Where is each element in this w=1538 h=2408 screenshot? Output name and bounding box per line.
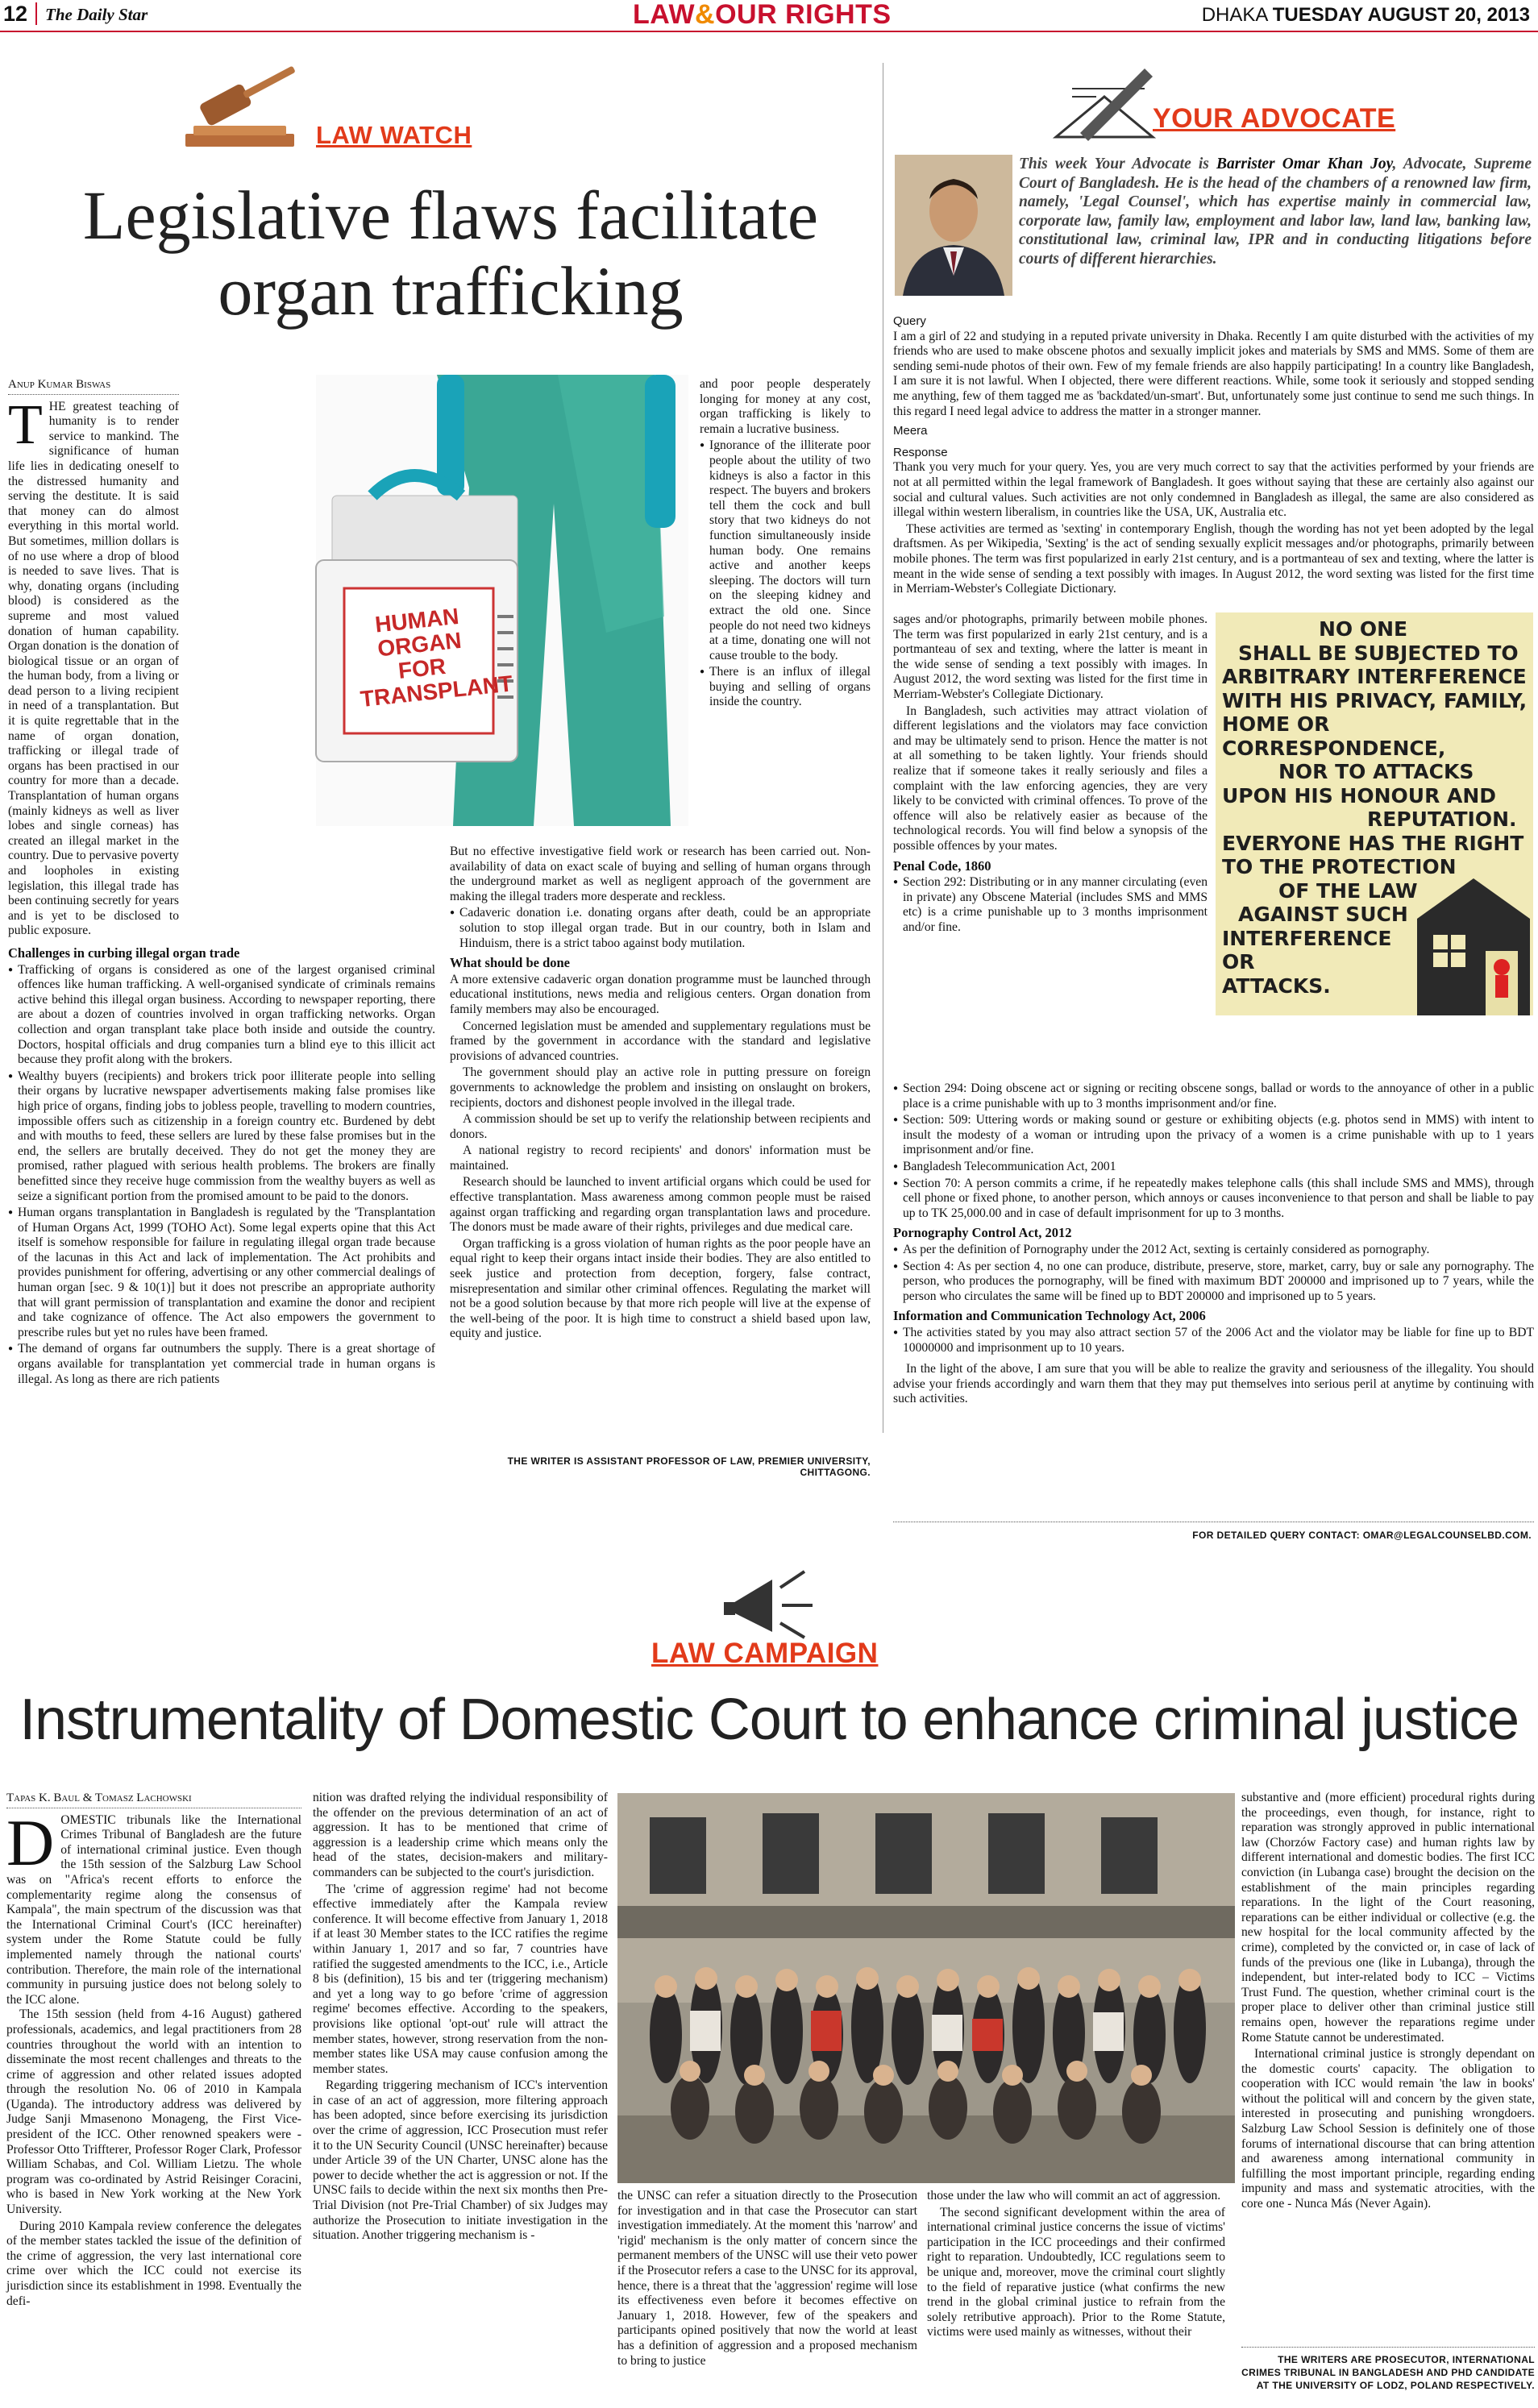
- section-title-law: LAW: [633, 0, 696, 30]
- todo-paragraph: Organ trafficking is a gross violation of human rights as the poor people have an equal right to keep their organs intact inside their bodies. They are also entitled to seek justice and protection from deception, forgery, false contract, misrepresentation and similar other criminal offences. Regulating the market will not be a good solution because by that more rich people will live at the expense of the well-being of the poor. It is high time to construct a shield based upon law, equity and justice.: [450, 1236, 871, 1341]
- poster-line: INTERFERENCE: [1222, 926, 1392, 950]
- law-watch-credit: THE WRITER IS ASSISTANT PROFESSOR OF LAW, PREMIER UNIVERSITY, CHITTAGONG.: [507, 1455, 871, 1478]
- campaign-column-4: [927, 2189, 1225, 2403]
- law-campaign-headline: Instrumentality of Domestic Court to enhance criminal justice: [19, 1688, 1519, 1752]
- challenge-item: ● Trafficking of organs is considered as one of the largest organised criminal offences like human trafficking. A well-organised syndicate of criminals remains active behind this illegal organ business. According to newspaper reporting, there are about a dozen of countries involved in organ trafficking networks. Organ collection and organ transplant take place both inside and outside the country. Doctors, hospital officials and drug companies turn a blind eye to this illicit act because they profit along with the brokers.: [8, 963, 435, 1068]
- campaign-col4-p1: those under the law who will commit an act of aggression.: [927, 2189, 1221, 2202]
- poster-text: [1222, 617, 1528, 998]
- challenge-item: ● Wealthy buyers (recipients) and brokers trick poor illiterate people into selling their organs by lucrative newspaper advertisements making false promises like high price of organs, finding jobs to jobless people, travelling to modern countries, impossible offers such as citizenship in a foreign country etc. Burdened by debt and with mouths to feed, these sellers are lured by these false promises but in the end, the sellers are brutally deceived. They do not get the money they are promised, rather plagued with serious health problems. The brokers are finally benefitted since they receive huge commission from the wealthy buyers as well as seize a significant portion from the promised amount to be paid to the donors.: [8, 1069, 435, 1204]
- intro-lead: This week Your Advocate is: [1019, 156, 1217, 172]
- closing-paragraph: In the light of the above, I am sure that you will be able to realize the gravity and seriousness of the illegality. You should advise your friends accordingly and warn them that they may put themselves into serious peril at anytime by continuing with such activities.: [893, 1362, 1534, 1406]
- col3-cont: But no effective investigative field work or research has been carried out. Non-availability of data on exact scale of buying and selling of human organs through the underground market as well as negligent approach of the government are making the illegal traders more desperate and reckless.: [450, 845, 871, 903]
- poster-line: NOR TO ATTACKS: [1278, 760, 1474, 783]
- response-paragraph-2: These activities are termed as 'sexting' in contemporary English, though the wording has not yet been adopted by the legal draftsmen. As per Wikipedia, 'Sexting' is the act of sending sexually explicit messages and/or photographs, primarily between mobile phones. The term was first popularized in early 21st century, and is a portmanteau of sex and texting, where the latter is meant in the wide sense of sending a text possibly with images. In August 2012, the word sexting was listed for the first time in Merriam-Webster's Collegiate Dictionary.: [893, 521, 1534, 596]
- telecom-item: ● Section 70: A person commits a crime, if he repeatedly makes telephone calls (this shall include SMS and MMS), through cell phone or fixed phone, to another person, which annoys or causes inconvenience to that person and shall be liable to pay up to TK 25,000.00 and in case of default imprisonment for up to 3 months.: [893, 1177, 1534, 1222]
- poster-line: HOME OR CORRESPONDENCE,: [1222, 712, 1446, 760]
- pornography-item: ● Section 4: As per section 4, no one can produce, distribute, preserve, store, market, carry, buy or sale any pornography. The person, who produces the pornography, will be fined with maximum BDT 200000 and imprisoned up to 7 years, while the person who circulates the same will be fined up to BDT 200000 and imprisoned up to 5 years.: [893, 1260, 1534, 1305]
- todo-paragraph: Research should be launched to invent artificial organs which could be used for effective transplantation. Mass awareness among common people must be raised against organ trafficking and regarding organ transplantation laws and procedure. The donors must be made aware of their rights, privileges and due medical care.: [450, 1175, 871, 1235]
- advocate-intro: [1019, 155, 1532, 268]
- law-watch-byline: Anup Kumar Biswas: [8, 377, 179, 395]
- query-label: Query: [893, 314, 926, 328]
- col3-bullet-b: ● Cadaveric donation i.e. donating organs after death, could be an appropriate solution to stop illegal organ trade. But in our country, both in Islam and Hinduism, there is a strict taboo against body mutilation.: [450, 906, 871, 951]
- law-campaign-kicker: LAW CAMPAIGN: [651, 1638, 879, 1669]
- campaign-col2-p2: The 'crime of aggression regime' had not become effective immediately after the Kampala review conference. It will become effective from January 1, 2018 if at least 30 Member states to the ICC ratifies the regime within January 1, 2017 and so far, 7 countries have ratified the suggested amendments to the ICC, i.e., Article 8 bis (definition), 15 bis and ter (triggering mechanism) and yet a long way to go before 'crime of aggression regime' becomes effective. According to the speakers, provisions like optional 'opt-out' rule will attract the member states, however, strong reservation from the non-member states like USA may cause confusion among the member states.: [313, 1882, 608, 2076]
- poster-line: TO THE PROTECTION: [1222, 855, 1457, 878]
- poster-line: OR: [1222, 950, 1255, 974]
- privacy-rights-poster: [1216, 612, 1533, 1015]
- response-label: Response: [893, 445, 948, 459]
- campaign-col1-first: OMESTIC tribunals like the International Crimes Tribunal of Bangladesh are the future of international criminal justice. Even though the 15th session of the Salzburg Law School was on "Africa's recent efforts to enforce the complementarity regime along the consensus of Kampala", the main spectrum of the discussion was that the International Criminal Court's (ICC hereinafter) system under the Rome Statute could be fully implemented namely through the national courts' contribution. Therefore, the main role of the international community in pursuing justice does not belong solely to the ICC alone.: [6, 1812, 301, 2007]
- section-title: [633, 0, 892, 31]
- campaign-col1-p2: The 15th session (held from 4-16 August) gathered professionals, academics, and legal practitioners from 28 countries throughout the world with an intention to disseminate the most recent challenges and threats to the crime of aggression and other related issues adopted through the resolution No. 06 of 2010 in Kampala (Uganda). The introductory address was delivered by Judge Sanji Mmasenono Monageng, the First Vice-president of the ICC. Other renowned speakers were - Professor Otto Triffterer, Professor Roger Clark, Professor William Schabas, and Col. William Lietzu. The whole program was co-ordinated by Astrid Reisinger Coracini, who is based in New York working at the New York University.: [6, 2007, 301, 2217]
- campaign-col2-p1: nition was drafted relying the individual responsibility of the offender on the previous determination of an act of aggression. It has to be mentioned that crime of aggression is a leadership crime which means only the head of the states, decision-makers and military-commanders can be subjected to the court's jurisdiction.: [313, 1791, 608, 1879]
- campaign-col2-p3: Regarding triggering mechanism of ICC's intervention in case of an act of aggression, more filtering approach has been adopted, since before exercising its jurisdiction over the crime of aggression, ICC Prosecution must refer it to the UN Security Council (UNSC hereinafter) because under Article 39 of the UN Charter, UNSC alone has the power to decide whether the act is aggression or not. If the UNSC fails to decide within the next six months then Pre-Trial Division (not Pre-Trial Chamber) of six Judges may authorize the Prosecution to initiate investigation in the situation. Another triggering mechanism is -: [313, 2078, 608, 2243]
- poster-line: EVERYONE HAS THE RIGHT: [1222, 831, 1524, 855]
- todo-paragraph: Concerned legislation must be amended and supplementary regulations must be framed by the government in accordance with the standard and legislative provisions of advanced countries.: [450, 1019, 871, 1063]
- law-watch-body-right: [450, 845, 871, 1449]
- headline-line-1: Legislative flaws facilitate: [82, 176, 819, 254]
- campaign-column-1: [6, 1791, 301, 2403]
- poster-line: NO ONE: [1319, 617, 1408, 641]
- section-title-rights: OUR RIGHTS: [715, 0, 892, 30]
- law-watch-headline: [11, 177, 890, 329]
- salzburg-group-photo: [617, 1793, 1235, 2183]
- megaphone-icon: [716, 1563, 821, 1644]
- advocate-name: Barrister Omar Khan Joy: [1216, 156, 1393, 172]
- challenge-item: ● Human organs transplantation in Bangladesh is regulated by the 'Transplantation of Human Organs Act, 1999 (TOHO Act). Some legal experts opine that this Act itself is somehow responsible for failure in regulating illegal organ trade because of the lacunas in this Act and lack of implementation. The Act prohibits and provides punishment for offering, advertising or any other commercial dealings of human organ [sec. 9 & 10(1)] but it does not prescribe an appropriate authority that will grant permission of transplantation and examine the donor and recipient and take cognizance of offence. The Act also empowers the government to prescribe rules but yet no rules have been framed.: [8, 1206, 435, 1340]
- pornography-item: ● As per the definition of Pornography under the 2012 Act, sexting is certainly considered as pornography.: [893, 1243, 1534, 1258]
- todo-paragraph: A more extensive cadaveric organ donation programme must be launched through educational institutions, news media and religious centers. Organ donation from family members may also be encouraged.: [450, 972, 871, 1016]
- law-watch-drop-cap: T: [8, 393, 43, 456]
- law-campaign-drop-cap: D: [6, 1805, 55, 1879]
- campaign-column-3: [617, 2189, 917, 2403]
- law-watch-column-1: [8, 377, 179, 941]
- organ-transplant-photo: [316, 375, 688, 826]
- what-to-do-heading: What should be done: [450, 955, 571, 971]
- challenges-list: [8, 963, 435, 1388]
- section-title-amp: &: [695, 0, 716, 30]
- advocate-portrait: [895, 155, 1012, 296]
- col3-top: and poor people desperately longing for money at any cost, organ trafficking is likely to remain a lucrative business.: [700, 377, 871, 436]
- penal-code-list-cont: [893, 1082, 1534, 1221]
- law-watch-body-left: [8, 941, 435, 1457]
- campaign-col5-p1: substantive and (more efficient) procedural rights during the proceedings, even though, for instance, right to reparation was strongly approved in public international law (Chorzów Factory case) and human rights law by different international and domestic bodies. The first ICC conviction (in Lubanga case) brought the decision on the establishment of the main principles regarding reparations. In the light of the Court reasoning, reparations can be either individual or collective (e.g. the new hospital for the local community affected by the crime), completed by the convicted or, in case of lack of funds of the previous one (like in Lubanga), through the independent, but inter-related body to ICC – Victims Trust Fund. The question, whether criminal court is the proper place to deliver other than criminal justice still remains open, however the reparations regime under Rome Statute cannot be underestimated.: [1241, 1791, 1535, 2045]
- law-campaign-byline: Tapas K. Baul & Tomasz Lachowski: [6, 1791, 301, 1808]
- campaign-col4-p2: The second significant development within the area of international criminal justice concerns the issue of victims' participation in the ICC proceedings and their confirmed right to reparation. Undoubtedly, ICC regulations seem to be unique and, moreover, move the criminal court slightly to the field of reparative justice (what confirms the new trend in the global criminal justice to refrain from the solely retributive approach). Prior to the Rome Statute, victims were used mainly as witnesses, without their: [927, 2205, 1225, 2339]
- campaign-credit-divider: [1241, 2347, 1535, 2348]
- advocate-contact: FOR DETAILED QUERY CONTACT: OMAR@LEGALCOUNSELBD.COM.: [1192, 1530, 1532, 1541]
- law-watch-intro: HE greatest teaching of humanity is to render service to mankind. The significance of human life lies in dedicating oneself to the distressed humanity and serving the destitute. It is said that money can do almost everything in this mortal world. But sometimes, million dollars is of no use where a drop of blood is needed to save lives. That is why, donating organs (including blood) is considered as the supreme and most valued donation of human capability. Organ donation is the donation of biological tissue or an organ of the human body, from a living or dead person to a living recipient in need of a transplantation. But it is quite regrettable that in the name of organ donation, trafficking or illegal trade of organs has been practised in our country for more than a decade. Transplantation of human organs (mainly kidneys as well as liver lobes and single corneas) has created an illegal market in the country. Due to pervasive poverty and loopholes in existing legislation, this illegal trade has been continuing secretly for years and is yet to be disclosed to public exposure.: [8, 399, 179, 938]
- penal-item: ● Section 292: Distributing or in any manner circulating (even in private) any Obscene Material (includes SMS and MMS etc) is a crime punishable up to 3 months imprisonment and/or fine.: [893, 875, 1208, 935]
- penal-item: ● Section 294: Doing obscene act or signing or reciting obscene songs, ballad or words to the annoyance of other in a public place is a crime punishable with up to 3 months imprisonment and/or fine.: [893, 1082, 1534, 1111]
- col3-bullet: ● There is an influx of illegal buying and selling of organs inside the country.: [700, 665, 871, 710]
- organ-box-label: HUMAN ORGAN FOR TRANSPLANT: [359, 603, 514, 712]
- response-paragraph-1: Thank you very much for your query. Yes, you are very much correct to say that the activities performed by your friends are not at all permitted within the legal framework of Bangladesh. It goes without saying that these are certainly also against our social and cultural values. Such activities are not only condemned in Bangladesh as illegal, the same are also considered as illegal within western liberalism, in countries like the USA, UK, Australia etc.: [893, 460, 1534, 520]
- query-text: I am a girl of 22 and studying in a reputed private university in Dhaka. Recently I am quite disturbed with the activities of my friends who are used to make obscene photos and sexually implicit jokes and materials by SMS and MMS. Some of them are sending semi-nude photos of their own. Few of my female friends are also happily participating! In a country like Bangladesh, I am sure it is not lawful. When I objected, there were different reactions. While, some took it seriously and stopped sending me anything, few of them tagged me as 'backdated/un-smart'. But, unfortunately some just continue to send me such things. In this regard I need legal advice to address the matter in a stronger manner.: [893, 329, 1534, 418]
- poster-line: ATTACKS.: [1222, 974, 1331, 998]
- page-number: 12: [3, 2, 28, 26]
- pornography-list: [893, 1243, 1534, 1304]
- penal-item: ● Section: 509: Uttering words or making sound or gesture or exhibiting objects (e.g. photos send in MMS) with intent to insult the modesty of a woman or intruding upon the privacy of a women is a crime punishable with up to 1 years imprisonment and/or fine.: [893, 1113, 1534, 1158]
- dateline-date: TUESDAY AUGUST 20, 2013: [1272, 4, 1530, 26]
- campaign-column-5: [1241, 1791, 1535, 2347]
- penal-code-heading: Penal Code, 1860: [893, 857, 991, 874]
- your-advocate-kicker: YOUR ADVOCATE: [1153, 103, 1396, 134]
- poster-line: SHALL BE SUBJECTED TO: [1238, 641, 1519, 665]
- poster-line: UPON HIS HONOUR AND: [1222, 783, 1497, 808]
- poster-line: ARBITRARY INTERFERENCE: [1222, 665, 1527, 688]
- ict-act-heading: Information and Communication Technology Act, 2006: [893, 1308, 1206, 1324]
- telecom-act-item: ● Bangladesh Telecommunication Act, 2001: [893, 1160, 1534, 1175]
- response-paragraph-2-cont: sages and/or photographs, primarily between mobile phones. The term was first popularized in early 21st century, and is a portmanteau of sex and texting, where the latter is meant in the wide sense of sending a text possibly with images. In August 2012, the word sexting was listed for the first time in Merriam-Webster's Collegiate Dictionary.: [893, 612, 1208, 701]
- campaign-col1-p3: During 2010 Kampala review conference the delegates of the member states tackled the issue of the definition of the crime of aggression, the very last international core crime over which the ICC could not exercise its jurisdiction since its establishment in 1998. Eventually the defi-: [6, 2219, 301, 2308]
- advocate-column-bottom: [893, 1082, 1534, 1517]
- todo-paragraph: The government should play an active role in putting pressure on foreign governments to acknowledge the problem and insisting on onslaught on brokers, recipients, doctors and dishonest people involved in the illegal trade.: [450, 1065, 871, 1110]
- challenge-item: ● The demand of organs far outnumbers the supply. There is a great shortage of organs available for transplantation yet commercial trade in human organs is illegal. As long as there are rich patients: [8, 1342, 435, 1387]
- gavel-icon: [169, 71, 310, 160]
- pornography-act-heading: Pornography Control Act, 2012: [893, 1225, 1072, 1241]
- poster-line: AGAINST SUCH: [1238, 903, 1408, 926]
- header-divider: [35, 2, 37, 25]
- challenges-heading: Challenges in curbing illegal organ trade: [8, 945, 240, 961]
- ict-list: [893, 1326, 1534, 1356]
- col3-bullet: ● Ignorance of the illiterate poor people about the utility of two kidneys is also a factor in this respect. The buyers and brokers tell them the cock and bull story that two kidneys do not function simultaneously inside human body. One remains active and another keeps sleeping. The doctors will turn on the sleeping kidney and extract the old one. Since people do not need two kidneys at a time, donating one will not cause trouble to the body.: [700, 438, 871, 663]
- response-paragraph-3: In Bangladesh, such activities may attract violation of different legislations and the violators may face conviction and may be ultimately send to prison. Hence the matter is not at all something to be taken lightly. Your friends should realize that if someone takes it really seriously and files a complaint with the law enforcing agencies, they are very likely to be convicted with criminal offences. To prove of the offence will also be relatively easier as because of the technological records. You will find below a synopsis of the possible offences by your mates.: [893, 704, 1208, 853]
- col3-bullets-b: [450, 906, 871, 951]
- ict-item: ● The activities stated by you may also attract section 57 of the 2006 Act and the violator may be liable for fine up to BDT 10000000 and imprisonment up to 10 years.: [893, 1326, 1534, 1356]
- law-watch-column-3: [700, 377, 871, 845]
- col3-bullets: [700, 438, 871, 710]
- poster-line: REPUTATION.: [1367, 808, 1517, 831]
- campaign-col3-text: the UNSC can refer a situation directly to the Prosecution for investigation and in that case the Prosecutor can start investigation immediately. At the moment this 'narrow' and 'rigid' mechanism is the only matter of concern since the permanent members of the UNSC will use their veto power if the Prosecutor refers a case to the UNSC for its approval, hence, there is a threat that the 'aggression' regime will lose its effectiveness even before it becomes effective on January 1, 2018. However, few of the speakers and participants opined positively that now the world at least has a definition of aggression and a proposed mechanism to bring to justice: [617, 2189, 917, 2368]
- advocate-column-top: [893, 314, 1534, 612]
- campaign-col5-p2: International criminal justice is strongly dependant on the domestic courts' capacity. The obligation to cooperation with ICC would remain 'the law in books' without the political will and concern by the given state, interested in prosecuting and punishing wrongdoers. Salzburg Law School Session is definitely one of those forums of international discourse that can bring attention and awareness among international community in fulfilling the most important principle, regarding ending impunity and mass and systematic atrocities, with the core one - Nunca Más (Never Again).: [1241, 2047, 1535, 2211]
- law-campaign-credit: THE WRITERS ARE PROSECUTOR, INTERNATIONAL CRIMES TRIBUNAL IN BANGLADESH AND PHD CANDIDATE AT THE UNIVERSITY OF LODZ, POLAND RESPECTIVELY.: [1241, 2354, 1535, 2391]
- advocate-column-narrow: [893, 612, 1208, 1082]
- campaign-column-2: [313, 1791, 608, 2403]
- headline-line-2: organ trafficking: [218, 252, 684, 330]
- query-signature: Meera: [893, 424, 928, 438]
- todo-paragraph: A national registry to record recipients' and donors' information must be maintained.: [450, 1144, 871, 1173]
- penal-code-list: [893, 875, 1208, 935]
- paper-name: The Daily Star: [45, 5, 148, 24]
- todo-paragraph: A commission should be set up to verify the relationship between recipients and donors.: [450, 1112, 871, 1141]
- page-header: [0, 0, 1538, 32]
- dateline: [1202, 4, 1530, 27]
- poster-line: WITH HIS PRIVACY, FAMILY,: [1222, 688, 1528, 712]
- poster-line: OF THE LAW: [1278, 878, 1418, 903]
- law-watch-kicker: LAW WATCH: [316, 121, 472, 149]
- intro-rest: , Advocate, Supreme Court of Bangladesh. He is the head of the chambers of a renowned law firm, namely, 'Legal Counsel', which has expertise mainly in commercial law, corporate law, family law, employment and labor law, land law, banking law, constitutional law, criminal law, IPR and in conducting litigations before courts of different hierarchies.: [1019, 156, 1532, 268]
- pen-and-paper-icon: [1048, 64, 1161, 145]
- dateline-city: DHAKA: [1201, 4, 1268, 26]
